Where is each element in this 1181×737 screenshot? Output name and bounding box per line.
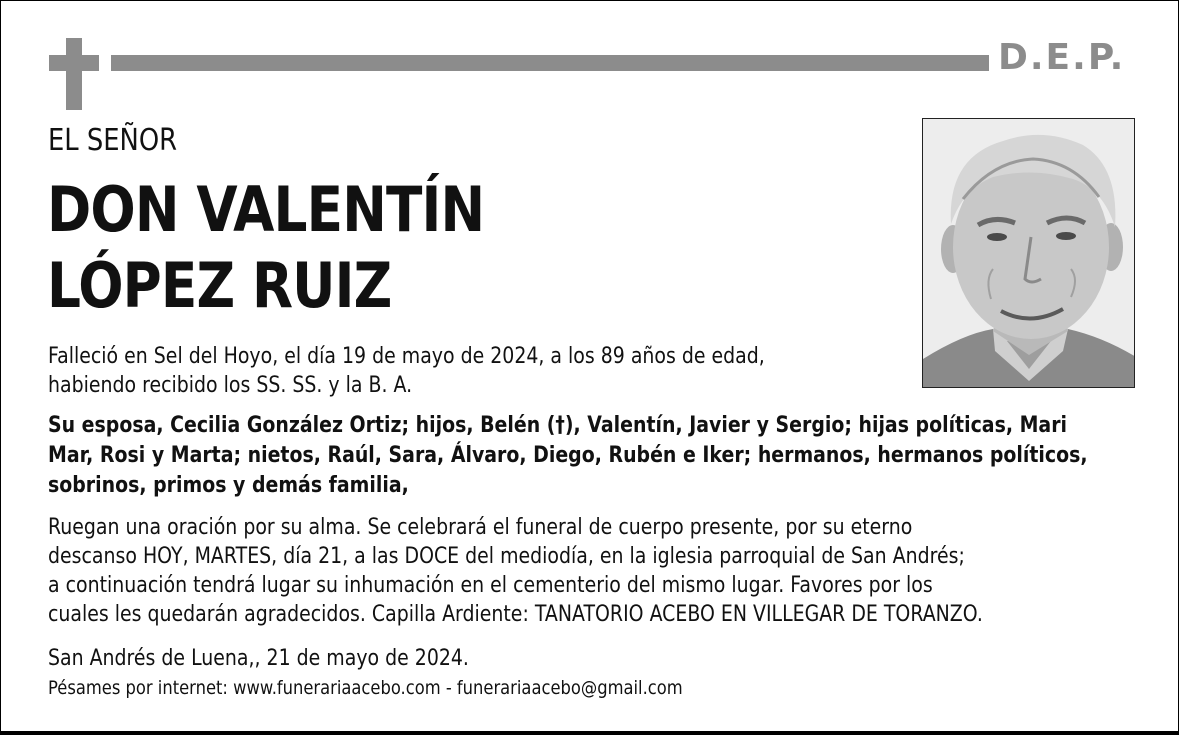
honorific-prefix: EL SEÑOR — [48, 123, 178, 158]
funeral-line: cuales les quedarán agradecidos. Capilla Ardiente: TANATORIO ACEBO EN VILLEGAR DE TORANZO. — [48, 602, 983, 627]
death-notice — [48, 342, 1080, 400]
funeral-line: descanso HOY, MARTES, día 21, a las DOCE del mediodía, en la iglesia parroquial de San Andrés; — [48, 544, 965, 569]
family-line: Su esposa, Cecilia González Ortiz; hijos, Belén (†), Valentín, Javier y Sergio; hijas políticas, Mari — [48, 413, 1068, 438]
place-date: San Andrés de Luena,, 21 de mayo de 2024. — [48, 646, 469, 671]
dep-label: D.E.P. — [998, 37, 1126, 78]
condolences-line: Pésames por internet: www.funerariaacebo.com - funerariaacebo@gmail.com — [48, 677, 683, 699]
deceased-name — [47, 172, 484, 324]
cross-icon — [49, 38, 99, 110]
deceased-name-line-2: LÓPEZ RUIZ — [47, 249, 392, 322]
deceased-name-line-1: DON VALENTÍN — [47, 173, 485, 246]
header-rule — [111, 55, 989, 71]
family-list — [48, 411, 1088, 501]
funeral-line: a continuación tendrá lugar su inhumación en el cementerio del mismo lugar. Favores por los — [48, 573, 933, 598]
death-notice-line: Falleció en Sel del Hoyo, el día 19 de mayo de 2024, a los 89 años de edad, — [48, 344, 765, 369]
family-line: Mar, Rosi y Marta; nietos, Raúl, Sara, Álvaro, Diego, Rubén e Iker; hermanos, hermanos políticos, — [48, 443, 1088, 468]
funeral-info — [48, 513, 1080, 629]
family-line: sobrinos, primos y demás familia, — [48, 473, 409, 498]
funeral-line: Ruegan una oración por su alma. Se celebrará el funeral de cuerpo presente, por su eterno — [48, 515, 913, 540]
death-notice-line: habiendo recibido los SS. SS. y la B. A. — [48, 373, 413, 398]
